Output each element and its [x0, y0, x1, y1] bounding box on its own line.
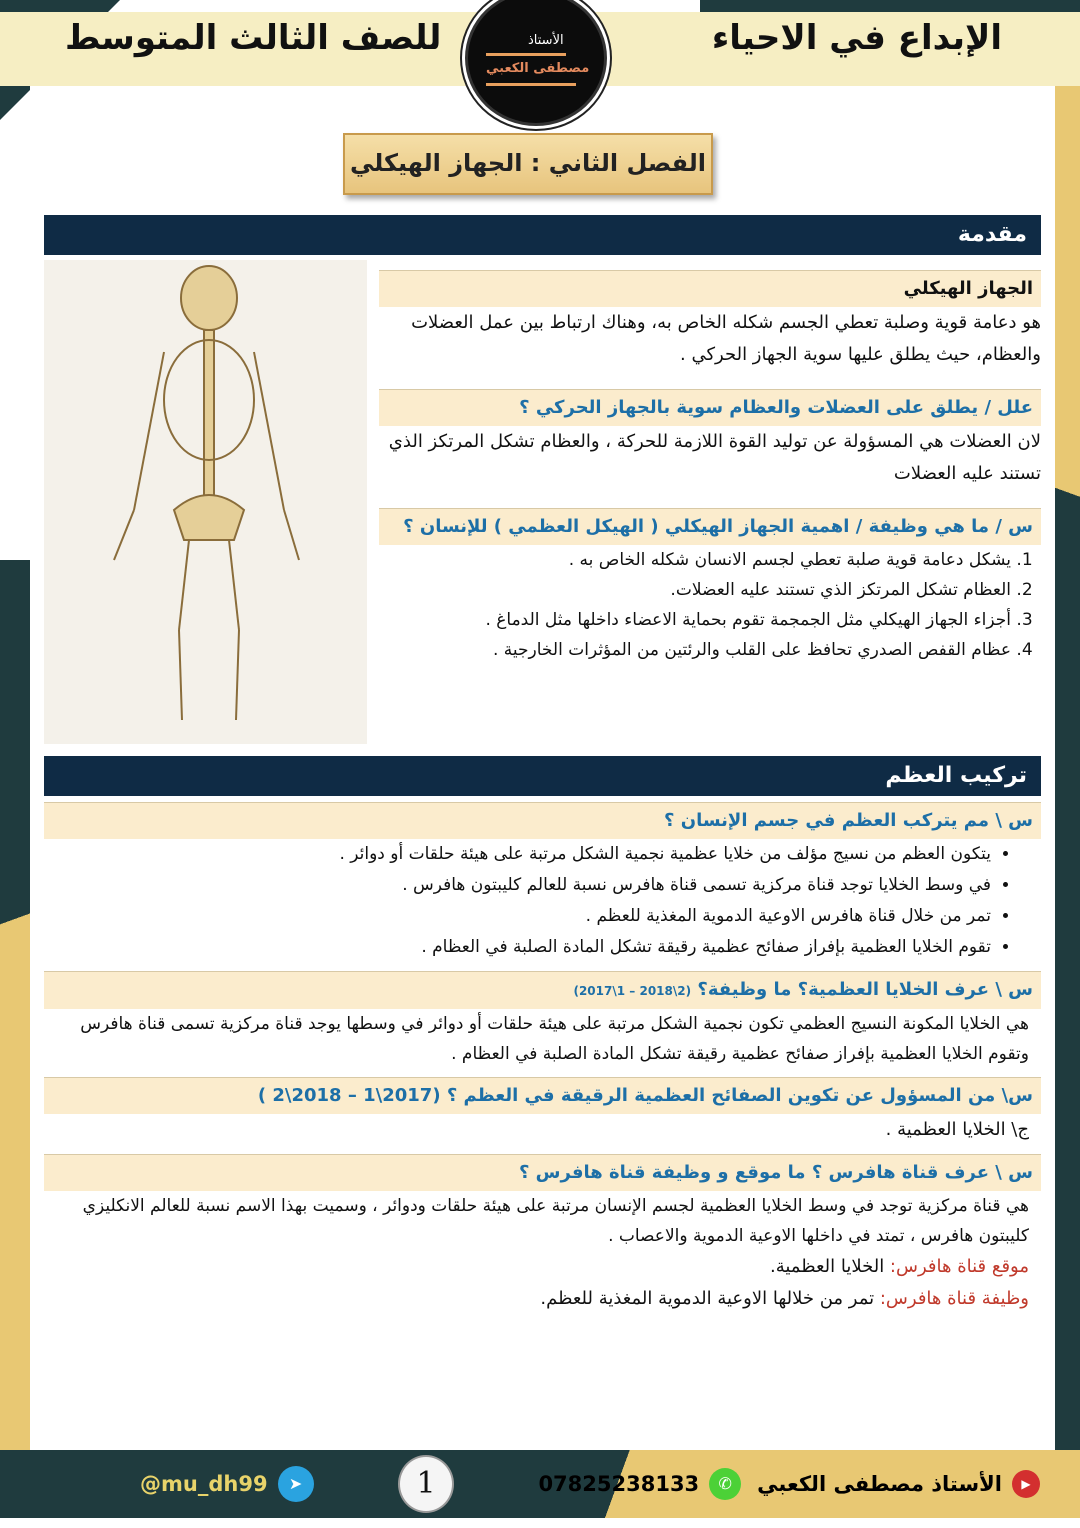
footer-name: الأستاذ مصطفى الكعبي [757, 1472, 1002, 1496]
youtube-icon[interactable]: ▶ [1012, 1470, 1040, 1498]
definition-text: هو دعامة قوية وصلبة تعطي الجسم شكله الخاص به، وهناك ارتباط بين عمل العضلات والعظام، حيث يطلق عليها سوية الجهاز الحركي . [411, 312, 1041, 365]
question: س / ما هي وظيفة / اهمية الجهاز الهيكلي ( الهيكل العظمي ) للإنسان ؟ [379, 508, 1041, 545]
list-item: • تقوم الخلايا العظمية بإفراز صفائح عظمية رقيقة تشكل المادة الصلبة في العظام . [44, 932, 991, 963]
chapter-title: الفصل الثاني : الجهاز الهيكلي [343, 133, 713, 195]
list-item: 1. يشكل دعامة قوية صلبة تعطي لجسم الانسان شكله الخاص به . [379, 545, 1011, 575]
phone-number: 07825238133 [538, 1472, 700, 1496]
question: س\ من المسؤول عن تكوين الصفائح العظمية الرقيقة في العظم ؟ (2017\1 – 2018\2 ) [44, 1077, 1041, 1114]
list-item: • في وسط الخلايا توجد قناة مركزية تسمى قناة هافرس نسبة للعالم كليبتون هافرس . [44, 870, 991, 901]
content [44, 215, 1041, 1440]
bone-list [44, 839, 1041, 963]
answer: لان العضلات هي المسؤولة عن توليد القوة اللازمة للحركة ، والعظام تشكل المرتكز الذي تستند عليه العضلات [388, 431, 1041, 484]
skeleton-image [44, 260, 367, 744]
location-line: موقع قناة هافرس: الخلايا العظمية. [769, 1256, 1029, 1277]
footer [0, 1450, 1080, 1518]
list-item: 4. عظام القفص الصدري تحافظ على القلب والرئتين من المؤثرات الخارجية . [379, 635, 1011, 665]
functions-list [379, 545, 1041, 665]
logo: الأستاذ مصطفى الكعبي [465, 0, 607, 126]
answer: ج\ الخلايا العظمية . [885, 1119, 1029, 1140]
header-grade: للصف الثالث المتوسط [65, 18, 442, 58]
question: س \ عرف قناة هافرس ؟ ما موقع و وظيفة قناة هافرس ؟ [44, 1154, 1041, 1191]
function-line: وظيفة قناة هافرس: تمر من خلالها الاوعية الدموية المغذية للعظم. [540, 1288, 1029, 1309]
telegram-handle[interactable]: @mu_dh99 [140, 1472, 268, 1496]
list-item: • يتكون العظم من نسيج مؤلف من خلايا عظمية نجمية الشكل مرتبة على هيئة حلقات أو دوائر . [44, 839, 991, 870]
whatsapp-icon[interactable]: ✆ [709, 1468, 741, 1500]
list-item: 3. أجزاء الجهاز الهيكلي مثل الجمجمة تقوم بحماية الاعضاء داخلها مثل الدماغ . [379, 605, 1011, 635]
header-title: الإبداع في الاحياء [711, 18, 1002, 58]
list-item: • تمر من خلال قناة هافرس الاوعية الدموية المغذية للعظم . [44, 901, 991, 932]
answer: هي الخلايا المكونة النسيج العظمي تكون نجمية الشكل مرتبة على هيئة حلقات أو دوائر في وسطها يوجد قناة مركزية تسمى قناة هافرس وتقوم الخلايا العظمية بإفراز صفائح عظمية رقيقة تشكل المادة الصلبة في العظام . [80, 1014, 1029, 1064]
page-number: 1 [398, 1455, 454, 1513]
definition-heading: الجهاز الهيكلي [379, 270, 1041, 307]
section-intro: مقدمة [44, 215, 1041, 255]
section-bone: تركيب العظم [44, 756, 1041, 796]
question: س \ عرف الخلايا العظمية؟ ما وظيفة؟ (2\2018 – 1\2017) [44, 971, 1041, 1009]
telegram-icon[interactable]: ➤ [278, 1466, 314, 1502]
question: س \ مم يتركب العظم في جسم الإنسان ؟ [44, 802, 1041, 839]
answer: هي قناة مركزية توجد في وسط الخلايا العظمية لجسم الإنسان مرتبة على هيئة حلقات ودوائر ، وسميت بهذا الاسم نسبة للعالم الانكليزي كليبتون هافرس ، تمتد في داخلها الاوعية الدموية والاعصاب . [82, 1196, 1029, 1246]
question: علل / يطلق على العضلات والعظام سوية بالجهاز الحركي ؟ [379, 389, 1041, 426]
exam-years: (2\2018 – 1\2017) [573, 984, 692, 998]
list-item: 2. العظام تشكل المرتكز الذي تستند عليه العضلات. [379, 575, 1011, 605]
